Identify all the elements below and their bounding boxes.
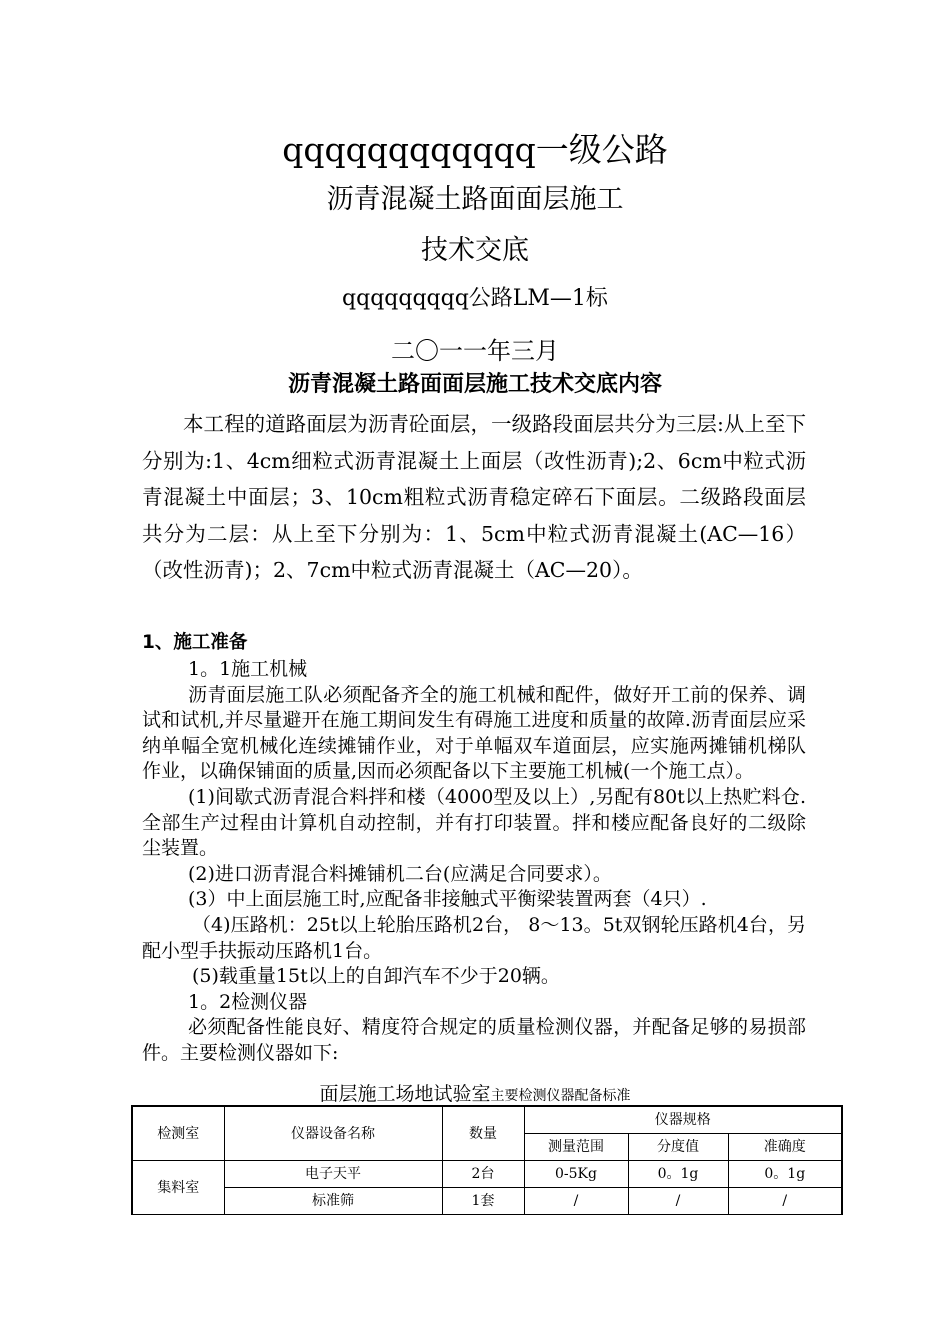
header-spec: 仪器规格 bbox=[524, 1106, 842, 1134]
cell-room: 集料室 bbox=[132, 1161, 224, 1215]
table-caption bbox=[0, 1083, 950, 1107]
cell-accuracy: / bbox=[728, 1188, 842, 1215]
table-row bbox=[132, 1161, 842, 1188]
cover-title-line1: qqqqqqqqqqqq一级公路 bbox=[282, 130, 668, 169]
machinery-item-1: (1)间歇式沥青混合料拌和楼（4000型及以上）,另配有80t以上热贮料仓.全部生产过程由计算机自动控制，并有打印装置。拌和楼应配备良好的二级除尘装置。 bbox=[142, 785, 806, 860]
machinery-item-2: (2)进口沥青混合料摊铺机二台(应满足合同要求）。 bbox=[188, 862, 612, 885]
cell-qty: 1套 bbox=[442, 1188, 524, 1215]
table-header-row bbox=[132, 1106, 842, 1134]
header-name: 仪器设备名称 bbox=[224, 1106, 442, 1161]
instruments-paragraph: 必须配备性能良好、精度符合规定的质量检测仪器，并配备足够的易损部件。主要检测仪器如下: bbox=[142, 1016, 806, 1064]
header-range: 测量范围 bbox=[524, 1134, 628, 1161]
cell-division: 0。1g bbox=[628, 1161, 728, 1188]
instrument-table bbox=[131, 1105, 843, 1215]
header-room: 检测室 bbox=[132, 1106, 224, 1161]
cell-qty: 2台 bbox=[442, 1161, 524, 1188]
cover-section-label: qqqqqqqqq公路LM—1标 bbox=[342, 286, 608, 311]
table-caption-main: 面层施工场地试验室 bbox=[319, 1083, 491, 1105]
section-body bbox=[142, 657, 806, 1067]
subsection-title-machinery: 1。1施工机械 bbox=[188, 658, 308, 680]
subsection-title-instruments: 1。2检测仪器 bbox=[188, 990, 308, 1013]
cell-range: 0-5Kg bbox=[524, 1161, 628, 1188]
table-caption-small: 主要检测仪器配备标准 bbox=[490, 1088, 631, 1104]
cell-name: 电子天平 bbox=[224, 1161, 442, 1188]
section-heading: 1、施工准备 bbox=[142, 632, 248, 653]
machinery-item-5: (5)载重量15t以上的自卸汽车不少于20辆。 bbox=[192, 965, 560, 988]
cell-accuracy: 0。1g bbox=[728, 1161, 842, 1188]
header-division: 分度值 bbox=[628, 1134, 728, 1161]
machinery-paragraph: 沥青面层施工队必须配备齐全的施工机械和配件，做好开工前的保养、调试和试机,并尽量避开在施工期间发生有碍施工进度和质量的故障.沥青面层应采纳单幅全宽机械化连续摊铺作业，对于单幅双车道面层，应实施两摊铺机梯队作业，以确保铺面的质量,因而必须配备以下主要施工机械(一个施工点）。 bbox=[142, 683, 806, 783]
cell-range: / bbox=[524, 1188, 628, 1215]
cover-title-line2: 沥青混凝土路面面层施工 bbox=[326, 184, 624, 215]
intro-block bbox=[142, 406, 806, 589]
cover-title-line3: 技术交底 bbox=[421, 235, 529, 266]
content-heading: 沥青混凝土路面面层施工技术交底内容 bbox=[287, 372, 662, 397]
intro-paragraph: 本工程的道路面层为沥青砼面层，一级路段面层共分为三层:从上至下分别为:1、4cm细粒式沥青混凝土上面层（改性沥青);2、6cm中粒式沥青混凝土中面层；3、10cm粗粒式沥青稳定碎石下面层。二级路段面层共分为二层：从上至下分别为：1、5cm中粒式沥青混凝土(AC—16）（改性沥青)；2、7cm中粒式沥青混凝土（AC—20）。 bbox=[142, 412, 806, 582]
machinery-item-3: (3）中上面层施工时,应配备非接触式平衡梁装置两套（4只）. bbox=[188, 888, 707, 911]
machinery-item-4: （4)压路机：25t以上轮胎压路机2台， 8～13。5t双钢轮压路机4台，另配小型手扶振动压路机1台。 bbox=[142, 913, 806, 962]
cell-division: / bbox=[628, 1188, 728, 1215]
cell-name: 标准筛 bbox=[224, 1188, 442, 1215]
table-row bbox=[132, 1188, 842, 1215]
header-qty: 数量 bbox=[442, 1106, 524, 1161]
header-accuracy: 准确度 bbox=[728, 1134, 842, 1161]
cover-date: 二〇一一年三月 bbox=[391, 337, 559, 365]
